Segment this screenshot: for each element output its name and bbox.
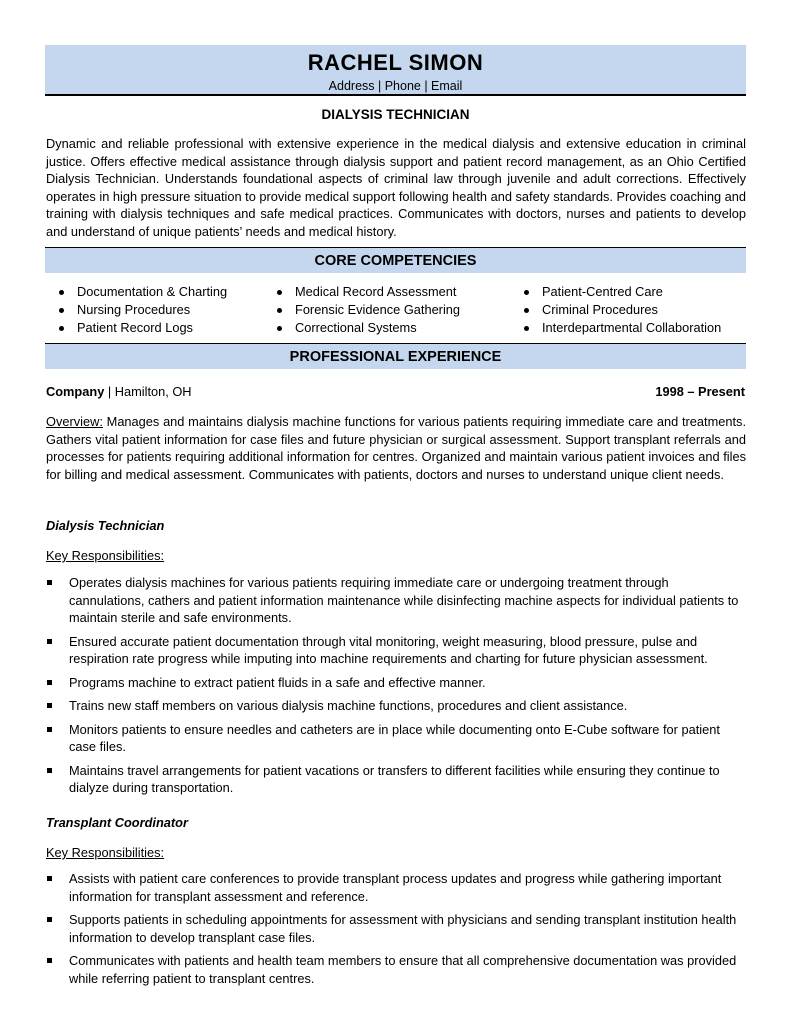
competencies-column-3: [517, 283, 721, 337]
employment-dates: 1998 – Present: [655, 384, 745, 399]
competency-item: Criminal Procedures: [517, 301, 721, 319]
core-competencies-heading: CORE COMPETENCIES: [45, 247, 746, 273]
candidate-name: RACHEL SIMON: [307, 50, 484, 75]
contact-line: Address | Phone | Email: [328, 79, 463, 93]
competency-item: Interdepartmental Collaboration: [517, 319, 721, 337]
key-responsibilities-label: Key Responsibilities:: [46, 548, 165, 563]
competency-item: Patient Record Logs: [52, 319, 227, 337]
company-row: [46, 384, 745, 399]
competency-item: Nursing Procedures: [52, 301, 227, 319]
company-name: Company: [46, 384, 105, 399]
professional-experience-heading: PROFESSIONAL EXPERIENCE: [45, 343, 746, 369]
overview-label: Overview:: [46, 414, 103, 429]
responsibility-item: Maintains travel arrangements for patient vacations or transfers to different facilities while ensuring they continue to dialyze during transportation.: [46, 762, 739, 797]
responsibility-item: Supports patients in scheduling appointments for assessment with physicians and sending transplant institution health information to develop transplant case files.: [46, 911, 739, 946]
responsibility-item: Monitors patients to ensure needles and catheters are in place while documenting onto E-Cube software for patient case files.: [46, 721, 739, 756]
competencies-column-2: [270, 283, 460, 337]
responsibility-item: Programs machine to extract patient fluids in a safe and effective manner.: [46, 674, 739, 692]
competencies-column-1: [52, 283, 227, 337]
competency-item: Documentation & Charting: [52, 283, 227, 301]
responsibility-item: Trains new staff members on various dialysis machine functions, procedures and client assistance.: [46, 697, 739, 715]
responsibility-item: Communicates with patients and health team members to ensure that all comprehensive documentation was provided while referring patient to transplant centres.: [46, 952, 739, 987]
competency-item: Forensic Evidence Gathering: [270, 301, 460, 319]
role-title: Dialysis Technician: [46, 518, 165, 533]
role-title: Transplant Coordinator: [46, 815, 188, 830]
responsibilities-list: [46, 574, 746, 803]
responsibilities-list: [46, 870, 746, 993]
job-title: DIALYSIS TECHNICIAN: [321, 107, 470, 122]
responsibility-item: Operates dialysis machines for various patients requiring immediate care or undergoing treatment through cannulations, cathers and patient information maintenance while disinfecting machine aspects for individual patients to maintain sterile and safe environments.: [46, 574, 739, 627]
responsibility-item: Ensured accurate patient documentation through vital monitoring, weight measuring, blood pressure, pulse and respiration rate progress while imputing into machine requirements and charting for future physician assessment.: [46, 633, 739, 668]
competency-item: Correctional Systems: [270, 319, 460, 337]
key-responsibilities-label: Key Responsibilities:: [46, 845, 165, 860]
overview-paragraph: [46, 413, 746, 483]
name-header: [45, 45, 746, 96]
overview-text: Manages and maintains dialysis machine functions for various patients requiring immediate care and treatments. Gathers vital patient information for case files and future physician or surgical assessment. Support transplant referrals and processes for patients requiring additional information for centres. Organized and maintain various patient invoices and files for billing and medical assessment. Communicates with patients, doctors and nurses to understand unique client needs.: [46, 414, 746, 482]
responsibility-item: Assists with patient care conferences to provide transplant process updates and progress while gathering important information for transplant assessment and reference.: [46, 870, 739, 905]
competency-item: Patient-Centred Care: [517, 283, 721, 301]
professional-summary: Dynamic and reliable professional with extensive experience in the medical dialysis and extensive education in criminal justice. Offers effective medical assistance through dialysis support and patient record management, as an Ohio Certified Dialysis Technician. Understands foundational aspects of criminal law through juvenile and adult corrections. Effectively operates in high pressure situation to provide medical support following health and safety standards. Provides coaching and training with dialysis techniques and safe medical practices. Communicates with doctors, nurses and patients to develop and understand of unique patients’ needs and medical history.: [46, 136, 746, 239]
company-location: | Hamilton, OH: [104, 384, 192, 399]
competency-item: Medical Record Assessment: [270, 283, 460, 301]
